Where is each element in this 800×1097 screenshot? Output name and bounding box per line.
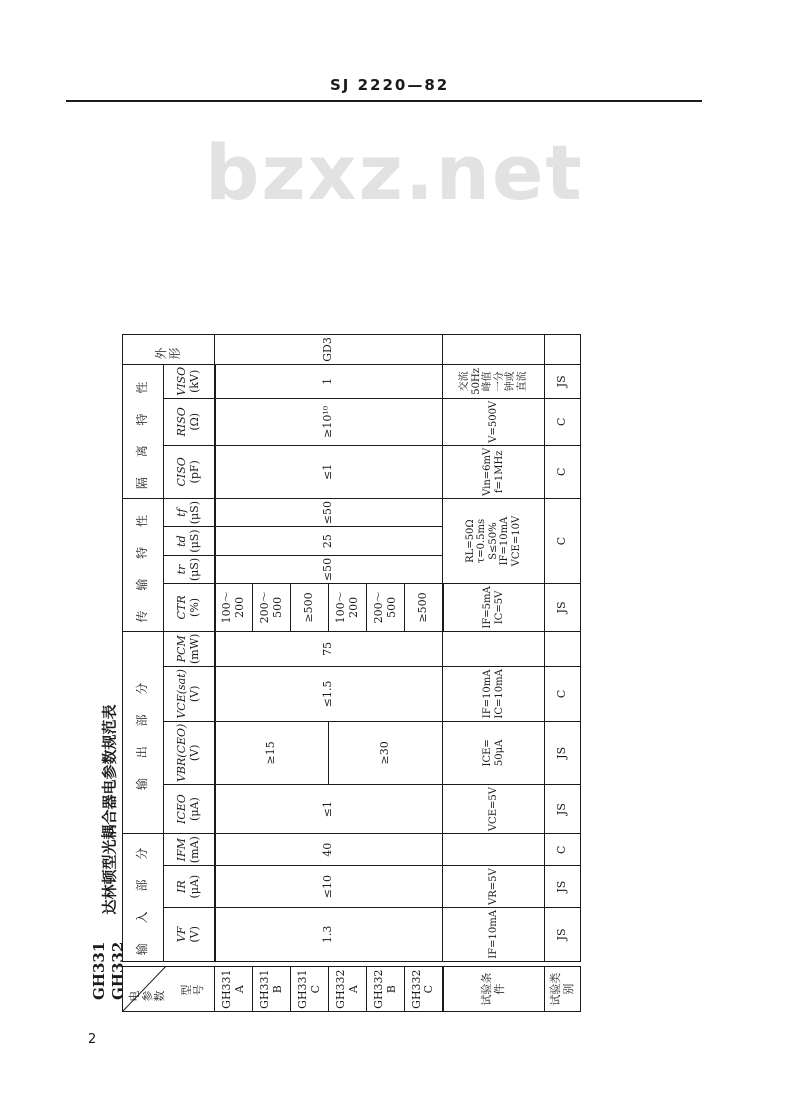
- col-iceo: [164, 785, 215, 834]
- cat-ir: JS: [545, 866, 581, 908]
- col-tf: [164, 498, 215, 526]
- value-ctr: ≥500: [291, 584, 329, 631]
- value-tr: ≤50: [215, 555, 443, 583]
- cond-ciso-line: Vin=6mV: [482, 447, 493, 496]
- sym-tf: tf: [175, 508, 189, 517]
- unit-tf: (μS): [187, 500, 201, 525]
- cat-ciso: C: [545, 445, 581, 498]
- cond-riso: V=500V: [443, 398, 545, 445]
- cond-ctr: [443, 584, 545, 631]
- value-viso: 1: [215, 364, 443, 398]
- sym-ctr: CTR: [175, 595, 189, 620]
- value-ctr: ≥500: [405, 584, 443, 631]
- value-iceo: ≤1: [215, 785, 443, 834]
- value-tf: ≤50: [215, 498, 443, 526]
- cond-transfer-line: RL=50Ω: [464, 519, 476, 563]
- value-riso: ≥10¹⁰: [215, 398, 443, 445]
- corner-cell: [123, 967, 215, 1012]
- cond-transfer-line: S≤50%: [487, 522, 499, 560]
- col-viso: [164, 364, 215, 398]
- value-ciso: ≤1: [215, 445, 443, 498]
- unit-ciso: (pF): [187, 460, 201, 484]
- cat-vf: JS: [545, 908, 581, 962]
- sym-vf: VF: [175, 926, 189, 943]
- col-vce: [164, 667, 215, 722]
- page-number: 2: [88, 1032, 97, 1047]
- cond-viso-line: 交流50Hz: [459, 367, 482, 395]
- value-ctr: 200～500: [367, 584, 405, 631]
- value-vbr-gh332: ≥30: [329, 721, 443, 784]
- col-ir: [164, 866, 215, 908]
- cond-transfer-line: VCE=10V: [510, 515, 522, 567]
- cat-vce: C: [545, 667, 581, 722]
- sym-td: td: [175, 535, 189, 547]
- cond-transfer-line: τ=0.5ms: [476, 518, 488, 564]
- cond-ctr-line: IF=5mA: [482, 586, 494, 629]
- group-shape: 外 形: [123, 335, 215, 365]
- unit-ctr: (%): [187, 597, 201, 617]
- cond-vce-line: IC=10mA: [493, 669, 505, 719]
- cond-shape: [443, 335, 545, 365]
- col-tr: [164, 555, 215, 583]
- group-isolation: 隔 离 特 性: [123, 364, 164, 498]
- value-vbr-gh331: ≥15: [215, 721, 329, 784]
- group-output: 输 出 部 分: [123, 631, 164, 834]
- unit-riso: (Ω): [187, 412, 201, 431]
- unit-vce: (V): [187, 685, 201, 703]
- sym-ir: IR: [175, 880, 189, 893]
- cond-vbr-line: 50μA: [493, 739, 505, 767]
- sym-riso: RISO: [175, 407, 189, 437]
- col-td: [164, 527, 215, 555]
- cat-ctr: JS: [545, 584, 581, 631]
- unit-tr: (μS): [187, 557, 201, 582]
- category-label: 试验类别: [545, 967, 581, 1012]
- sym-iceo: ICEO: [175, 794, 189, 824]
- value-ir: ≤10: [215, 866, 443, 908]
- cond-iceo: VCE=5V: [443, 785, 545, 834]
- col-vbr: [164, 721, 215, 784]
- cond-ifm: [443, 834, 545, 866]
- cond-ir: VR=5V: [443, 866, 545, 908]
- unit-td: (μS): [187, 529, 201, 553]
- value-ifm: 40: [215, 834, 443, 866]
- cond-viso: [443, 364, 545, 398]
- value-ctr: 200～500: [253, 584, 291, 631]
- sym-vce: VCE(sat): [175, 669, 189, 719]
- cond-vf: IF=10mA: [443, 908, 545, 962]
- unit-iceo: (μA): [187, 797, 201, 821]
- header-rule: [66, 100, 702, 102]
- cond-transfer: [443, 498, 545, 583]
- cond-pcm: [443, 631, 545, 666]
- standard-code: SJ 2220—82: [330, 76, 450, 94]
- cond-transfer-line: IF=10mA: [499, 516, 511, 566]
- unit-vf: (V): [187, 926, 201, 943]
- value-ctr: 100～200: [215, 584, 253, 631]
- value-td: 25: [215, 527, 443, 555]
- cond-ciso: [443, 445, 545, 498]
- cat-vbr: JS: [545, 721, 581, 784]
- group-transfer: 传 输 特 性: [123, 498, 164, 631]
- col-pcm: [164, 631, 215, 666]
- cond-ctr-line: IC=5V: [493, 590, 505, 625]
- spec-table: [122, 334, 581, 1012]
- model-row-label: GH331 B: [253, 967, 291, 1012]
- conditions-label: 试验条件: [443, 967, 545, 1012]
- cat-iceo: JS: [545, 785, 581, 834]
- sym-ciso: CISO: [175, 457, 189, 487]
- unit-pcm: (mW): [187, 633, 201, 664]
- unit-viso: (kV): [187, 369, 201, 393]
- corner-label-model: 型 号: [179, 974, 206, 996]
- sym-ifm: IFM: [175, 838, 189, 862]
- model-row-label: GH331 A: [215, 967, 253, 1012]
- sym-viso: VISO: [175, 366, 189, 396]
- col-vf: [164, 908, 215, 962]
- value-vf: 1.3: [215, 908, 443, 962]
- cond-viso-line: 钟或直流: [505, 371, 528, 392]
- cat-ifm: C: [545, 834, 581, 866]
- sym-tr: tr: [175, 564, 189, 575]
- unit-ir: (μA): [187, 874, 201, 899]
- corner-label-params: 电 参 数: [128, 984, 167, 1002]
- title-model-2: GH332: [108, 941, 127, 1000]
- col-ifm: [164, 834, 215, 866]
- model-row-label: GH332 B: [367, 967, 405, 1012]
- title-model-1: GH331: [90, 941, 108, 1000]
- group-input: 输 入 部 分: [123, 834, 164, 962]
- col-ctr: [164, 584, 215, 631]
- sym-vbr: VBR(CEO): [175, 723, 189, 783]
- unit-vbr: (V): [187, 744, 201, 762]
- sym-pcm: PCM: [175, 635, 189, 663]
- value-pcm: 75: [215, 631, 443, 666]
- cond-ciso-line: f=1MHz: [493, 450, 505, 494]
- cat-transfer: C: [545, 498, 581, 583]
- model-row-label: GH332 A: [329, 967, 367, 1012]
- cat-shape: [545, 335, 581, 365]
- cond-vce: [443, 667, 545, 722]
- title-text: 达林顿型光耦合器电参数规范表: [100, 704, 119, 915]
- cond-vbr: [443, 721, 545, 784]
- value-ctr: 100～200: [329, 584, 367, 631]
- cond-viso-line: 峰值一分: [482, 371, 505, 392]
- cat-riso: C: [545, 398, 581, 445]
- watermark: bzxz.net: [205, 128, 584, 217]
- cond-vbr-line: ICE=: [482, 739, 493, 767]
- model-row-label: GH332 C: [405, 967, 443, 1012]
- unit-ifm: (mA): [187, 836, 201, 864]
- col-ciso: [164, 445, 215, 498]
- value-vce: ≤1.5: [215, 667, 443, 722]
- model-row-label: GH331 C: [291, 967, 329, 1012]
- value-shape: GD3: [215, 335, 443, 365]
- rotated-table-wrapper: [122, 334, 581, 1012]
- cat-pcm: [545, 631, 581, 666]
- cond-vce-line: IF=10mA: [482, 669, 493, 719]
- col-riso: [164, 398, 215, 445]
- cat-viso: JS: [545, 364, 581, 398]
